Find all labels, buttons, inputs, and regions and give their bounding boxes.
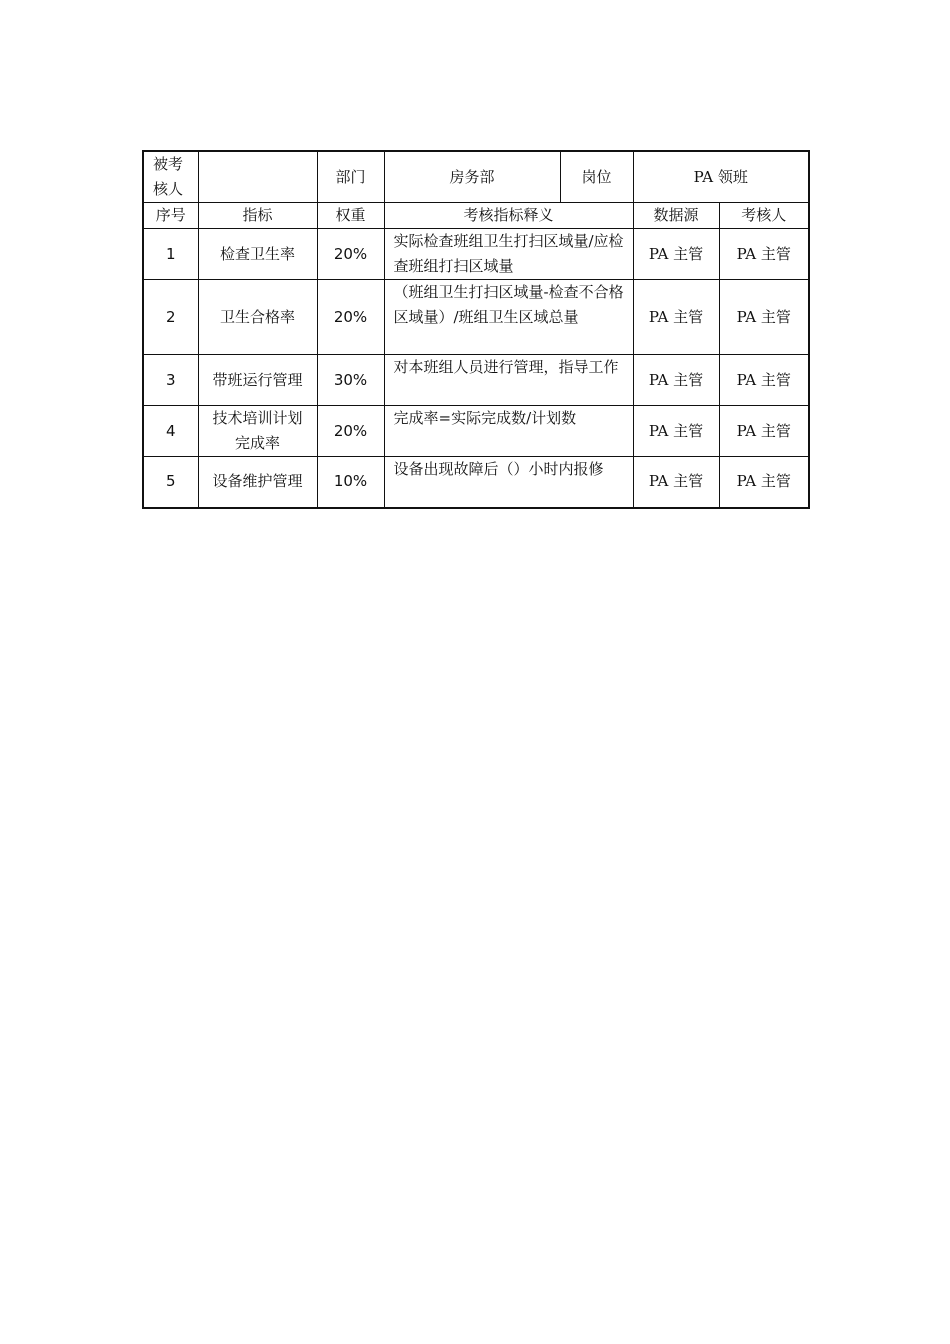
row-seq: 2 (143, 280, 198, 355)
row-indicator: 设备维护管理 (198, 457, 317, 508)
row-definition: （班组卫生打扫区域量-检查不合格区域量）/班组卫生区域总量 (384, 280, 633, 355)
row-indicator: 带班运行管理 (198, 355, 317, 406)
row-indicator: 卫生合格率 (198, 280, 317, 355)
col-header-seq: 序号 (143, 203, 198, 229)
row-data-source: PA 主管 (633, 280, 719, 355)
row-weight: 10% (317, 457, 384, 508)
col-header-definition: 考核指标释义 (384, 203, 633, 229)
row-indicator: 检查卫生率 (198, 229, 317, 280)
row-seq: 5 (143, 457, 198, 508)
row-seq: 1 (143, 229, 198, 280)
post-label: 岗位 (560, 151, 633, 203)
header-row (143, 151, 809, 203)
col-header-assessor: 考核人 (719, 203, 809, 229)
row-indicator: 技术培训计划完成率 (198, 406, 317, 457)
row-data-source: PA 主管 (633, 229, 719, 280)
table-row (143, 406, 809, 457)
row-assessor: PA 主管 (719, 229, 809, 280)
row-assessor: PA 主管 (719, 280, 809, 355)
table-row (143, 355, 809, 406)
row-definition: 实际检查班组卫生打扫区域量/应检查班组打扫区域量 (384, 229, 633, 280)
row-definition: 设备出现故障后（）小时内报修 (384, 457, 633, 508)
table-row (143, 457, 809, 508)
row-data-source: PA 主管 (633, 355, 719, 406)
row-weight: 30% (317, 355, 384, 406)
dept-value: 房务部 (384, 151, 560, 203)
row-seq: 4 (143, 406, 198, 457)
row-weight: 20% (317, 229, 384, 280)
col-header-data-source: 数据源 (633, 203, 719, 229)
row-data-source: PA 主管 (633, 406, 719, 457)
row-data-source: PA 主管 (633, 457, 719, 508)
row-assessor: PA 主管 (719, 457, 809, 508)
row-seq: 3 (143, 355, 198, 406)
assessee-label: 被考核人 (143, 151, 198, 203)
kpi-assessment-table (142, 150, 810, 509)
row-assessor: PA 主管 (719, 355, 809, 406)
col-header-indicator: 指标 (198, 203, 317, 229)
dept-label: 部门 (317, 151, 384, 203)
table-row (143, 229, 809, 280)
table-row (143, 280, 809, 355)
row-definition: 完成率=实际完成数/计划数 (384, 406, 633, 457)
row-assessor: PA 主管 (719, 406, 809, 457)
column-header-row (143, 203, 809, 229)
row-weight: 20% (317, 280, 384, 355)
assessee-value (198, 151, 317, 203)
post-value: PA 领班 (633, 151, 809, 203)
row-definition: 对本班组人员进行管理，指导工作 (384, 355, 633, 406)
col-header-weight: 权重 (317, 203, 384, 229)
row-weight: 20% (317, 406, 384, 457)
